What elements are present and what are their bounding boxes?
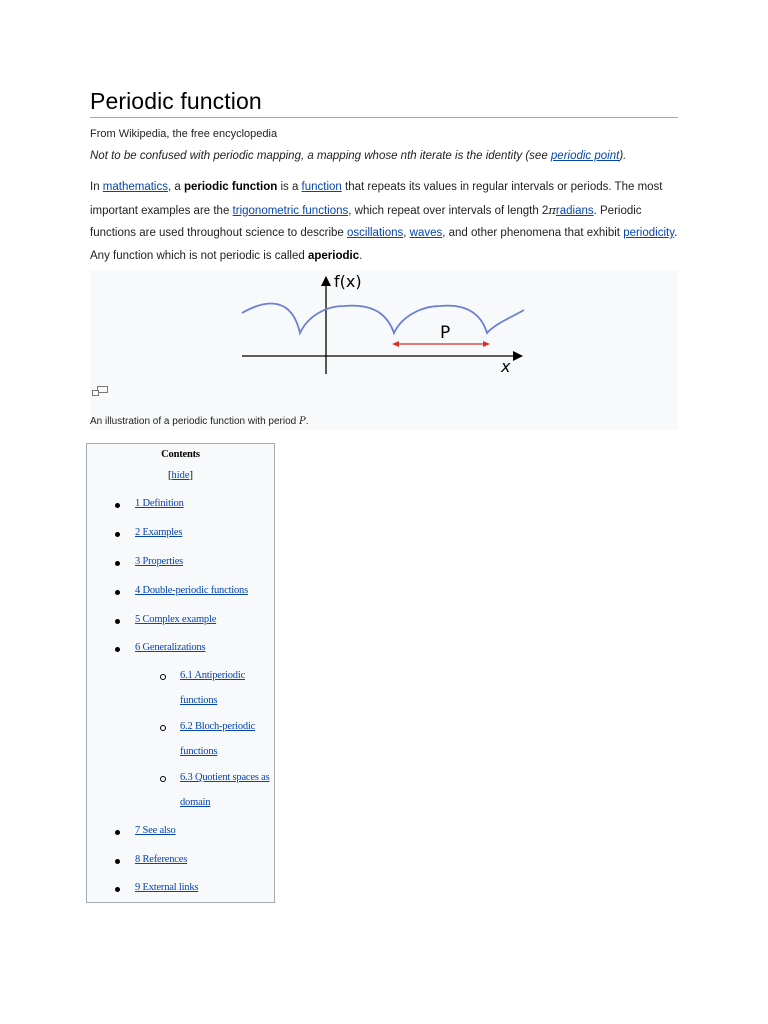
toc-bullet — [115, 503, 120, 508]
toc-bullet — [115, 532, 120, 537]
y-axis-label: f(x) — [334, 272, 362, 291]
toc-bullet — [115, 590, 120, 595]
caption-period-variable: P — [299, 416, 306, 427]
lead-text: that repeats its values in regular intervals or periods. The most important examples are the — [90, 181, 663, 217]
lead-text: , and other phenomena that exhibit — [442, 227, 624, 239]
term-periodic-function: periodic function — [183, 181, 278, 193]
link-mathematics[interactable]: mathematics — [102, 181, 168, 193]
page-title: Periodic function — [90, 88, 262, 114]
toc-item-antiperiodic-functions[interactable]: 6.1 Antiperiodic functions — [180, 670, 246, 706]
periodic-function-illustration[interactable] — [90, 270, 678, 410]
toc-bullet — [115, 619, 120, 624]
hatnote-end: ). — [619, 150, 627, 162]
hatnote — [90, 150, 626, 162]
link-periodic-point[interactable]: periodic point — [550, 150, 620, 162]
lead-text: , a — [167, 181, 184, 193]
caption-text: An illustration of a periodic function with period — [90, 416, 300, 427]
toc-hide-toggle: [hide] — [167, 470, 194, 481]
magnify-clip-icon[interactable] — [92, 386, 108, 396]
toc-item-generalizations[interactable]: 6 Generalizations — [135, 642, 206, 653]
toc-bullet — [115, 830, 120, 835]
title-divider — [90, 117, 678, 118]
link-trigonometric-functions[interactable]: trigonometric functions — [232, 204, 349, 217]
lead-text: . Any function which is not periodic is called — [90, 227, 678, 262]
lead-text: , which repeat over intervals of length 2 — [348, 204, 549, 217]
lead-text: . Periodic functions are used throughout science to describe — [90, 204, 642, 239]
toc-item-properties[interactable]: 3 Properties — [135, 556, 184, 567]
toc-bullet — [115, 887, 120, 892]
toc-hide-link[interactable]: hide — [171, 470, 190, 481]
pi-symbol: π — [548, 202, 556, 217]
lead-paragraph — [90, 176, 682, 267]
link-oscillations[interactable]: oscillations — [347, 227, 404, 239]
toc-item-bloch-periodic-functions[interactable]: 6.2 Bloch-periodic functions — [180, 721, 256, 757]
toc-subbullet — [160, 776, 166, 782]
toc-item-examples[interactable]: 2 Examples — [135, 527, 183, 538]
toc-item-quotient-spaces-as-domain[interactable]: 6.3 Quotient spaces as domain — [180, 772, 270, 808]
lead-text: . — [359, 249, 363, 262]
lead-text: In — [90, 181, 103, 193]
x-axis-label: x — [501, 357, 511, 376]
hatnote-text: Not to be confused with periodic mapping, a mapping whose nth iterate is the identity (see — [90, 150, 551, 162]
link-waves[interactable]: waves — [409, 227, 443, 239]
lead-text: , — [403, 227, 410, 239]
toc-item-definition[interactable]: 1 Definition — [135, 498, 184, 509]
toc-title: Contents — [161, 449, 200, 460]
toc-item-see-also[interactable]: 7 See also — [135, 825, 176, 836]
figure-caption — [90, 416, 309, 427]
link-radians[interactable]: radians — [555, 204, 594, 217]
toc-item-double-periodic-functions[interactable]: 4 Double-periodic functions — [135, 585, 248, 596]
figure — [90, 270, 678, 430]
term-aperiodic: aperiodic — [307, 249, 360, 262]
toc-bullet — [115, 647, 120, 652]
toc-item-external-links[interactable]: 9 External links — [135, 882, 199, 893]
toc-bullet — [115, 561, 120, 566]
toc-item-references[interactable]: 8 References — [135, 854, 188, 865]
table-of-contents — [86, 443, 275, 903]
periodic-curve — [242, 303, 524, 333]
lead-text: is a — [277, 181, 302, 193]
link-periodicity[interactable]: periodicity — [623, 227, 675, 239]
tagline: From Wikipedia, the free encyclopedia — [90, 128, 278, 140]
link-function[interactable]: function — [301, 181, 342, 193]
toc-subbullet — [160, 674, 166, 680]
toc-subbullet — [160, 725, 166, 731]
toc-item-complex-example[interactable]: 5 Complex example — [135, 614, 217, 625]
period-label: P — [440, 323, 451, 343]
caption-end: . — [305, 416, 309, 427]
toc-bullet — [115, 859, 120, 864]
